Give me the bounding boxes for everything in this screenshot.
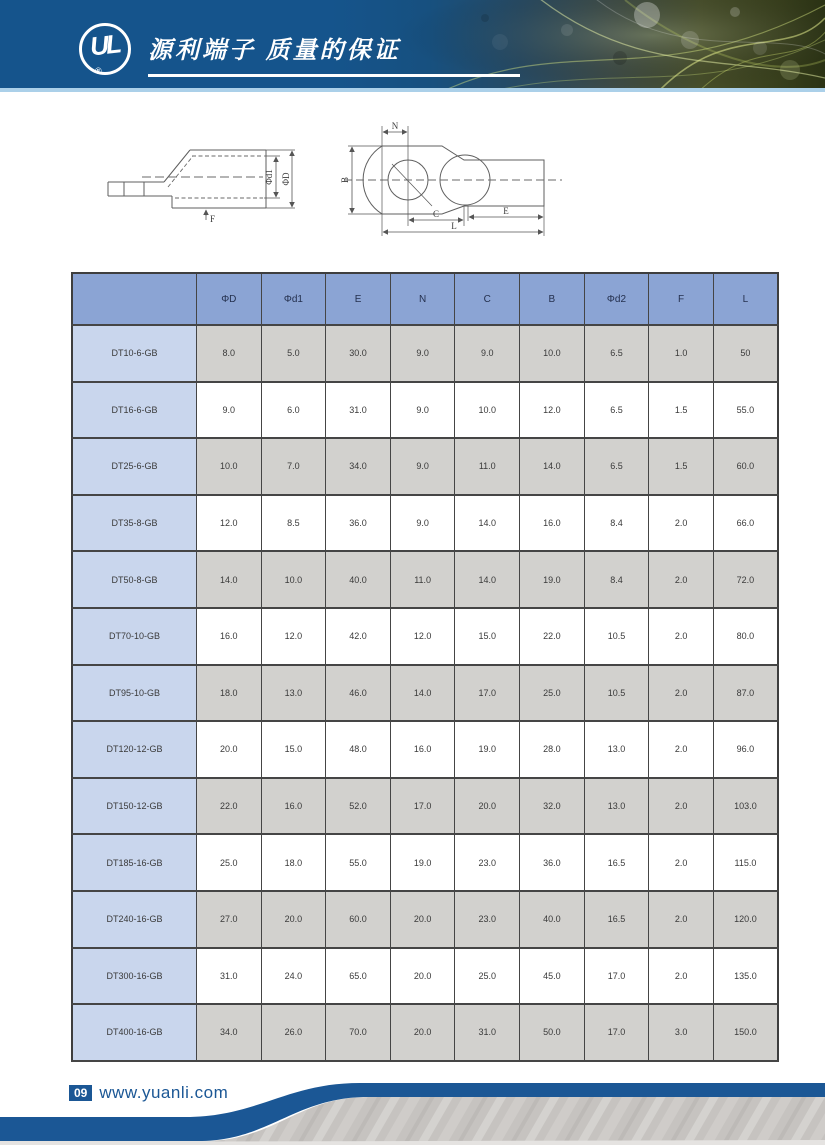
value-cell: 9.0 [390,495,455,552]
value-cell: 16.5 [584,834,649,891]
value-cell: 40.0 [520,891,585,948]
value-cell: 50 [713,325,778,382]
value-cell: 12.0 [261,608,326,665]
footer-ribbon [0,1070,825,1145]
value-cell: 42.0 [326,608,391,665]
value-cell: 20.0 [197,721,262,778]
dim-label-C: C [432,209,440,219]
table-row [72,495,778,552]
table-row [72,382,778,439]
model-cell: DT185-16-GB [72,834,197,891]
value-cell: 1.5 [649,438,714,495]
value-cell: 20.0 [455,778,520,835]
value-cell: 31.0 [455,1004,520,1061]
value-cell: 23.0 [455,891,520,948]
value-cell: 135.0 [713,948,778,1005]
banner-bottom-strip [0,88,825,92]
value-cell: 10.0 [520,325,585,382]
value-cell: 6.5 [584,325,649,382]
value-cell: 2.0 [649,948,714,1005]
value-cell: 19.0 [520,551,585,608]
value-cell: 16.0 [261,778,326,835]
value-cell: 17.0 [390,778,455,835]
value-cell: 10.0 [197,438,262,495]
value-cell: 11.0 [390,551,455,608]
spec-table [71,272,779,1062]
dim-label-E: E [503,206,509,216]
value-cell: 6.0 [261,382,326,439]
value-cell: 46.0 [326,665,391,722]
model-cell: DT95-10-GB [72,665,197,722]
value-cell: 72.0 [713,551,778,608]
model-cell: DT300-16-GB [72,948,197,1005]
value-cell: 25.0 [197,834,262,891]
value-cell: 120.0 [713,891,778,948]
model-cell: DT400-16-GB [72,1004,197,1061]
model-cell: DT25-6-GB [72,438,197,495]
value-cell: 19.0 [455,721,520,778]
value-cell: 16.5 [584,891,649,948]
value-cell: 55.0 [326,834,391,891]
value-cell: 55.0 [713,382,778,439]
value-cell: 14.0 [390,665,455,722]
value-cell: 52.0 [326,778,391,835]
table-row [72,551,778,608]
column-header: ΦD [197,273,262,325]
value-cell: 17.0 [455,665,520,722]
value-cell: 14.0 [197,551,262,608]
value-cell: 45.0 [520,948,585,1005]
model-cell: DT70-10-GB [72,608,197,665]
value-cell: 14.0 [520,438,585,495]
value-cell: 50.0 [520,1004,585,1061]
value-cell: 30.0 [326,325,391,382]
value-cell: 60.0 [326,891,391,948]
value-cell: 8.5 [261,495,326,552]
table-row [72,665,778,722]
value-cell: 40.0 [326,551,391,608]
top-view-drawing [332,118,567,248]
model-cell: DT240-16-GB [72,891,197,948]
value-cell: 13.0 [584,778,649,835]
model-cell: DT16-6-GB [72,382,197,439]
value-cell: 65.0 [326,948,391,1005]
value-cell: 2.0 [649,551,714,608]
value-cell: 10.5 [584,608,649,665]
value-cell: 20.0 [390,891,455,948]
value-cell: 26.0 [261,1004,326,1061]
value-cell: 6.5 [584,438,649,495]
value-cell: 19.0 [390,834,455,891]
column-header: N [390,273,455,325]
dim-label-N: N [391,121,399,131]
value-cell: 48.0 [326,721,391,778]
value-cell: 2.0 [649,891,714,948]
header-banner [0,0,825,88]
model-cell: DT50-8-GB [72,551,197,608]
column-header: Φd2 [584,273,649,325]
value-cell: 10.0 [455,382,520,439]
value-cell: 17.0 [584,1004,649,1061]
value-cell: 3.0 [649,1004,714,1061]
column-header: Φd1 [261,273,326,325]
value-cell: 6.5 [584,382,649,439]
value-cell: 5.0 [261,325,326,382]
value-cell: 25.0 [455,948,520,1005]
column-header: L [713,273,778,325]
value-cell: 18.0 [261,834,326,891]
value-cell: 80.0 [713,608,778,665]
value-cell: 9.0 [390,438,455,495]
value-cell: 18.0 [197,665,262,722]
value-cell: 2.0 [649,834,714,891]
model-cell: DT35-8-GB [72,495,197,552]
title-underline [148,74,520,77]
value-cell: 23.0 [455,834,520,891]
value-cell: 14.0 [455,551,520,608]
value-cell: 87.0 [713,665,778,722]
value-cell: 20.0 [390,948,455,1005]
side-view-drawing [106,124,316,244]
column-header: C [455,273,520,325]
value-cell: 7.0 [261,438,326,495]
value-cell: 12.0 [197,495,262,552]
value-cell: 9.0 [455,325,520,382]
value-cell: 60.0 [713,438,778,495]
column-header: F [649,273,714,325]
column-header: B [520,273,585,325]
website-text: www.yuanli.com [99,1083,229,1102]
value-cell: 150.0 [713,1004,778,1061]
value-cell: 15.0 [455,608,520,665]
value-cell: 8.4 [584,495,649,552]
table-row [72,948,778,1005]
model-cell: DT120-12-GB [72,721,197,778]
value-cell: 15.0 [261,721,326,778]
dim-label-F: F [210,214,216,224]
ul-logo [79,23,131,75]
value-cell: 34.0 [197,1004,262,1061]
table-row [72,1004,778,1061]
value-cell: 36.0 [520,834,585,891]
dim-label-B: B [340,176,350,184]
value-cell: 10.5 [584,665,649,722]
value-cell: 36.0 [326,495,391,552]
value-cell: 27.0 [197,891,262,948]
value-cell: 1.5 [649,382,714,439]
value-cell: 22.0 [520,608,585,665]
value-cell: 9.0 [197,382,262,439]
model-cell: DT150-12-GB [72,778,197,835]
value-cell: 66.0 [713,495,778,552]
value-cell: 103.0 [713,778,778,835]
column-header: E [326,273,391,325]
ul-logo-letters: UL [88,28,121,62]
value-cell: 70.0 [326,1004,391,1061]
value-cell: 11.0 [455,438,520,495]
table-header-row [72,273,778,325]
value-cell: 115.0 [713,834,778,891]
dim-label-L: L [451,221,457,231]
corner-cell [72,273,197,325]
value-cell: 12.0 [520,382,585,439]
value-cell: 16.0 [197,608,262,665]
value-cell: 20.0 [261,891,326,948]
value-cell: 17.0 [584,948,649,1005]
value-cell: 22.0 [197,778,262,835]
dim-label-phi-D: ΦD [281,172,291,186]
table-row [72,325,778,382]
brand-title: 源利端子 质量的保证 [148,37,401,64]
value-cell: 8.4 [584,551,649,608]
value-cell: 25.0 [520,665,585,722]
table-row [72,891,778,948]
value-cell: 13.0 [261,665,326,722]
value-cell: 2.0 [649,608,714,665]
value-cell: 12.0 [390,608,455,665]
registered-mark: ® [95,66,102,76]
value-cell: 96.0 [713,721,778,778]
value-cell: 16.0 [520,495,585,552]
value-cell: 20.0 [390,1004,455,1061]
value-cell: 2.0 [649,665,714,722]
value-cell: 2.0 [649,721,714,778]
table-row [72,608,778,665]
brand-block [148,30,520,77]
table-row [72,438,778,495]
value-cell: 2.0 [649,495,714,552]
table-row [72,834,778,891]
value-cell: 32.0 [520,778,585,835]
value-cell: 16.0 [390,721,455,778]
dim-label-phi-d1: Φd1 [264,169,274,185]
value-cell: 1.0 [649,325,714,382]
value-cell: 34.0 [326,438,391,495]
value-cell: 2.0 [649,778,714,835]
value-cell: 13.0 [584,721,649,778]
table-row [72,721,778,778]
value-cell: 14.0 [455,495,520,552]
value-cell: 9.0 [390,325,455,382]
value-cell: 31.0 [326,382,391,439]
page-number-badge: 09 [69,1085,92,1101]
value-cell: 9.0 [390,382,455,439]
value-cell: 24.0 [261,948,326,1005]
value-cell: 10.0 [261,551,326,608]
value-cell: 8.0 [197,325,262,382]
value-cell: 28.0 [520,721,585,778]
table-row [72,778,778,835]
model-cell: DT10-6-GB [72,325,197,382]
value-cell: 31.0 [197,948,262,1005]
